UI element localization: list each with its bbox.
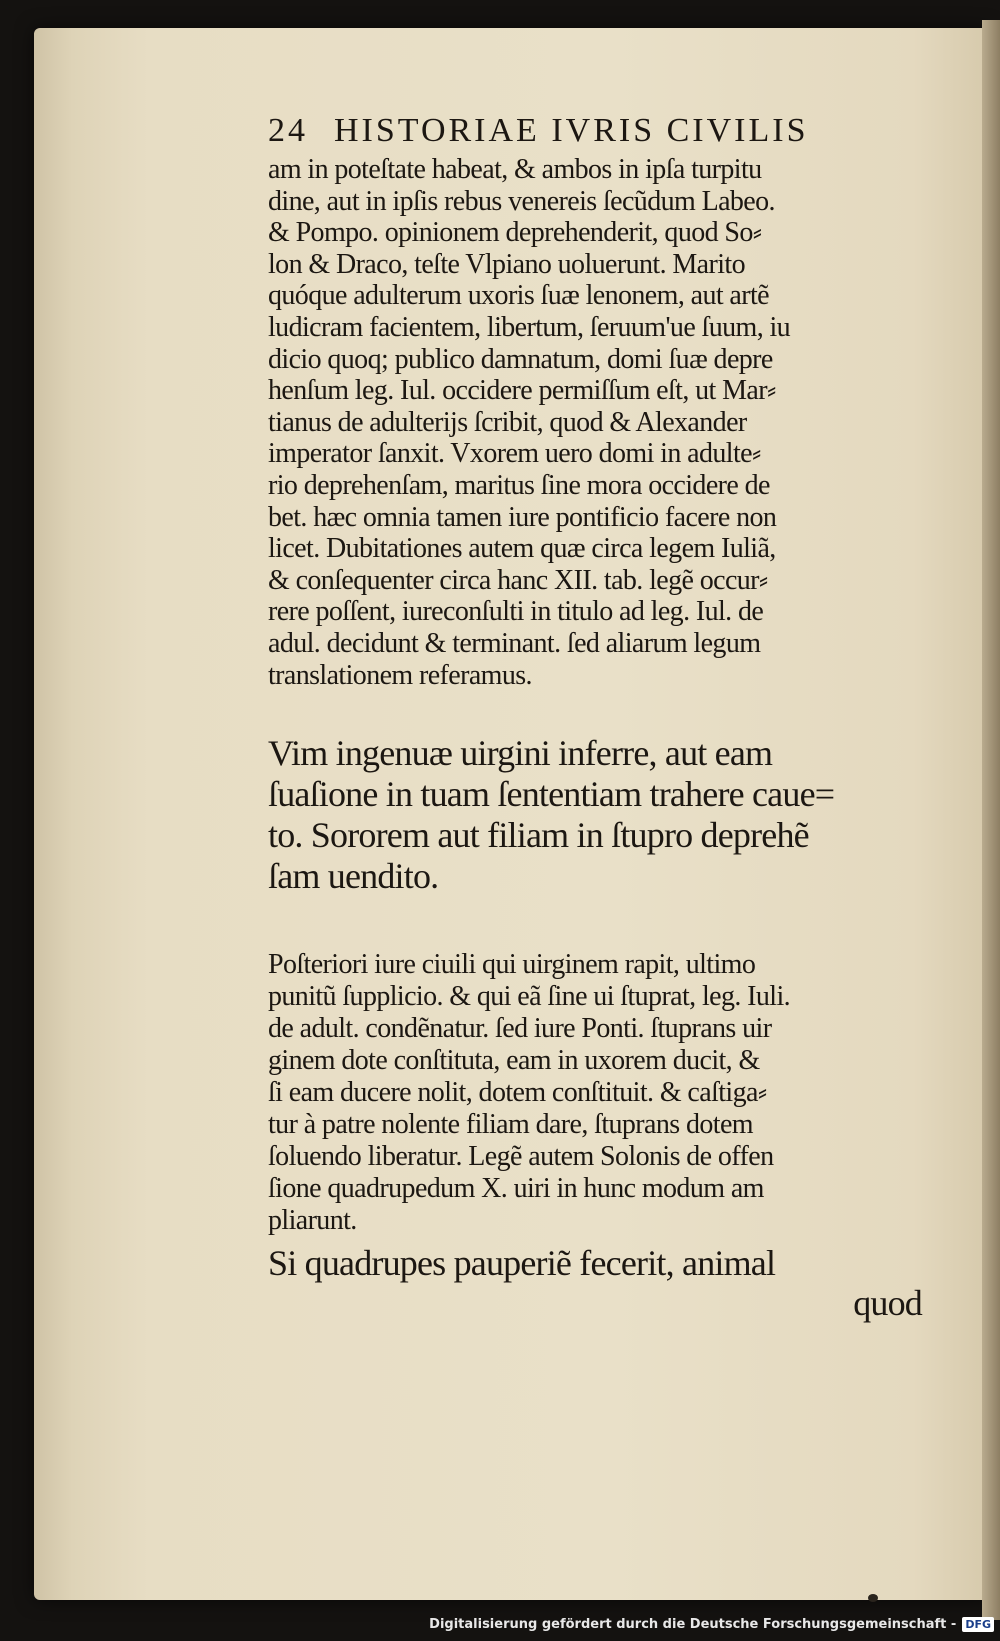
ink-spot [868,1594,878,1602]
text-line: & conſequenter circa hanc XII. tab. legẽ occur⸗ [268,564,768,596]
text-line: lon & Draco, teſte Vlpiano uoluerunt. Marito [268,248,745,280]
body-paragraph-1 [268,154,926,691]
text-line: rio deprehenſam, maritus ſine mora occidere de [268,469,770,501]
text-line: tur à patre nolente filiam dare, ſtuprans dotem [268,1109,753,1141]
text-line: pliarunt. [268,1205,357,1237]
text-line: ginem dote conſtituta, eam in uxorem ducit, & [268,1045,760,1077]
text-line: imperator ſanxit. Vxorem uero domi in adulte⸗ [268,438,761,470]
text-line: henſum leg. Iul. occidere permiſſum eſt, ut Mar⸗ [268,375,776,407]
text-line: bet. hæc omnia tamen iure pontificio facere non [268,501,777,533]
text-line: licet. Dubitationes autem quæ circa legem Iuliã, [268,533,776,565]
page-header [268,108,926,154]
digitization-footer [429,1611,994,1637]
body-paragraph-2 [268,949,926,1237]
law-text-1 [268,733,926,897]
text-line: ſione quadrupedum X. uiri in hunc modum am [268,1173,764,1205]
law-line: Si quadrupes pauperiẽ fecerit, animal [268,1243,776,1284]
page-number: 24 [268,112,308,149]
text-line: translationem referamus. [268,659,532,691]
text-line: dicio quoq; publico damnatum, domi ſuæ depre [268,343,773,375]
law-line: Vim ingenuæ uirgini inferre, aut eam [268,733,773,774]
text-line: tianus de adulterijs ſcribit, quod & Alexander [268,406,747,438]
running-head: HISTORIAE IVRIS CIVILIS [334,112,809,149]
law-text-2 [268,1243,926,1323]
text-line: adul. decidunt & terminant. ſed aliarum legum [268,627,761,659]
text-line: ſi eam ducere nolit, dotem conſtituit. & caſtiga⸗ [268,1077,767,1109]
text-line: punitũ ſupplicio. & qui eã ſine ui ſtuprat, leg. Iuli. [268,981,791,1013]
text-line: dine, aut in ipſis rebus venereis ſecũdum Labeo. [268,185,775,217]
text-line: ludicram facientem, libertum, ſeruum'ue ſuum, iu [268,311,791,343]
text-line: quóque adulterum uxoris ſuæ lenonem, aut artẽ [268,280,769,312]
law-line: ſuaſione in tuam ſententiam trahere caue= [268,774,835,815]
catchword: quod [853,1283,922,1324]
text-line: Poſteriori iure ciuili qui uirginem rapit, ultimo [268,949,756,981]
footer-text: Digitalisierung gefördert durch die Deutsche Forschungsgemeinschaft - [429,1616,957,1632]
text-line: ſoluendo liberatur. Legẽ autem Solonis de offen [268,1141,774,1173]
text-line: am in poteſtate habeat, & ambos in ipſa turpitu [268,154,762,185]
dfg-logo: DFG [962,1617,994,1632]
law-line: to. Sororem aut filiam in ſtupro deprehẽ [268,815,809,856]
text-line: rere poſſent, iureconſulti in titulo ad leg. Iul. de [268,596,764,628]
page-text [268,108,926,1323]
text-line: & Pompo. opinionem deprehenderit, quod So⸗ [268,217,762,249]
law-line: ſam uendito. [268,856,439,897]
text-line: de adult. condẽnatur. ſed iure Ponti. ſtuprans uir [268,1013,772,1045]
book-edge [982,20,1000,1620]
